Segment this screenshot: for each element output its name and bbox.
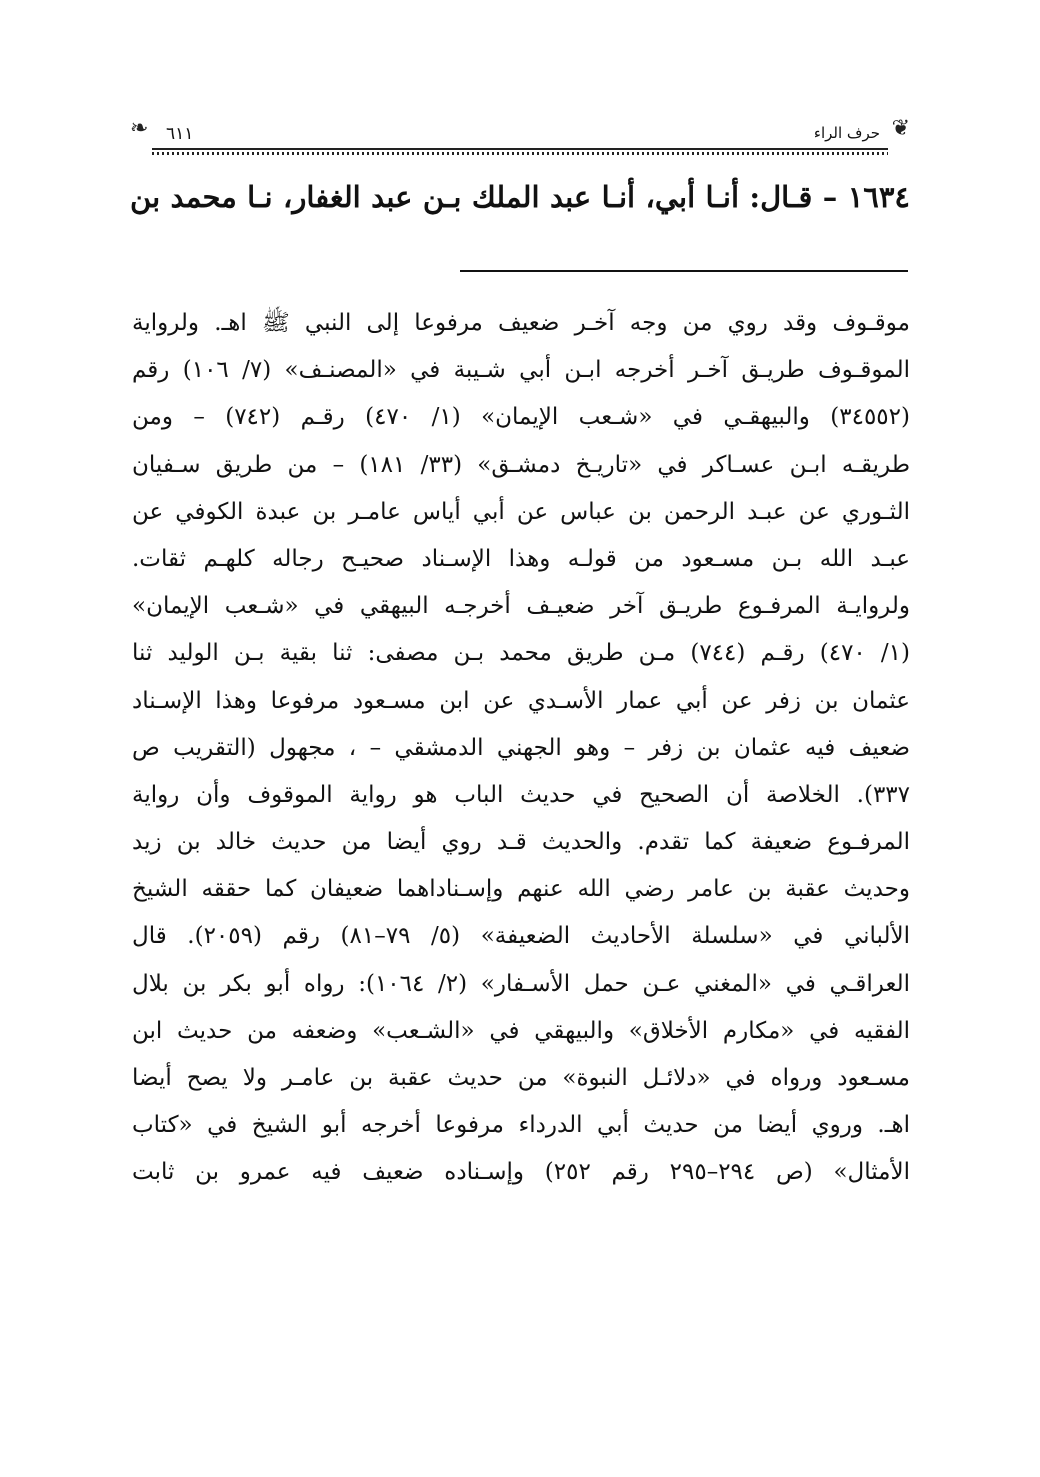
footnote-line: عبـد الله بـن مسـعود من قولـه وهذا الإسـناد صحيـح رجاله كلهـم ثقات. [132, 545, 910, 572]
footnote-block [132, 300, 910, 1197]
header-ornament-right-icon: ❦ [891, 116, 910, 141]
footnote-line: العراقـي في «المغني عـن حمل الأسـفار» (٢/ ١٠٦٤): رواه أبو بكر بن بلال [132, 970, 910, 997]
hadith-text: ١٦٣٤ – قـال: أنـا أبي، أنـا عبد الملك بـن عبد الغفار، نـا محمد بن [130, 180, 910, 214]
footnote-separator [460, 270, 908, 272]
footnote-line: المرفـوع ضعيفة كما تقدم. والحديث قـد روي أيضا من حديث خالد بن زيد [132, 829, 910, 856]
footnote-line: الفقيه في «مكارم الأخلاق» والبيهقي في «الشـعب» وضعفه من حديث ابن [132, 1017, 910, 1044]
footnote-line: الألباني في «سلسلة الأحاديث الضعيفة» (٥/ ٧٩–٨١) رقم (٢٠٥٩). قال [132, 923, 910, 950]
footnote-line: مسـعود ورواه في «دلائـل النبوة» من حديث عقبة بن عامـر ولا يصح أيضا [132, 1065, 910, 1091]
footnote-line: موقـوف وقد روي من وجه آخـر ضعيف مرفوعا إلى النبي ﷺ اهـ. ولرواية [132, 310, 910, 336]
footnote-line: (١/ ٤٧٠) رقـم (٧٤٤) مـن طريق محمد بـن مصفى: ثنا بقية بـن الوليد ثنا [132, 640, 910, 667]
footnote-line: (٣٤٥٥٢) والبيهقـي في «شـعب الإيمان» (١/ ٤٧٠) رقـم (٧٤٢) – ومن [132, 404, 910, 431]
footnote-line: طريقـه ابـن عسـاكر في «تاريـخ دمشـق» (٣٣/ ١٨١) – من طريق سـفيان [132, 451, 910, 478]
footnote-line: وحديث عقبة بن عامر رضي الله عنهم وإسـناداهما ضعيفان كما حققه الشيخ [132, 876, 910, 903]
running-header [130, 118, 910, 158]
footnote-line: ولروايـة المرفـوع طريـق آخر ضعيـف أخرجـه البيهقي في «شـعب الإيمان» [132, 593, 910, 620]
header-rule [152, 148, 888, 155]
footnote-line: اهـ. وروي أيضا من حديث أبي الدرداء مرفوعا أخرجه أبو الشيخ في «كتاب [132, 1112, 910, 1139]
footnote-line: عثمان بن زفر عن أبي عمار الأسـدي عن ابن مسـعود مرفوعا وهذا الإسـناد [132, 687, 910, 714]
page-number: ٦١١ [166, 124, 194, 144]
footnote-line: الموقـوف طريـق آخـر أخرجه ابـن أبي شـيبة في «المصنـف» (٧/ ١٠٦) رقم [132, 357, 910, 384]
header-title: حرف الراء [813, 124, 880, 142]
footnote-line: الأمثال» (ص ٢٩٤–٢٩٥ رقم ٢٥٢) وإسـناده ضعيف فيه عمرو بن ثابت [132, 1159, 910, 1186]
footnote-line: ٣٣٧). الخلاصة أن الصحيح في حديث الباب هو رواية الموقوف وأن رواية [132, 781, 910, 808]
header-ornament-left-icon: ❧ [130, 116, 149, 141]
footnote-line: ضعيف فيه عثمان بن زفر – وهو الجهني الدمشقي – ، مجهول (التقريب ص [132, 734, 910, 761]
footnote-line: الثـوري عن عبـد الرحمن بن عباس عن أبي أياس عامـر بن عبدة الكوفي عن [132, 498, 910, 525]
